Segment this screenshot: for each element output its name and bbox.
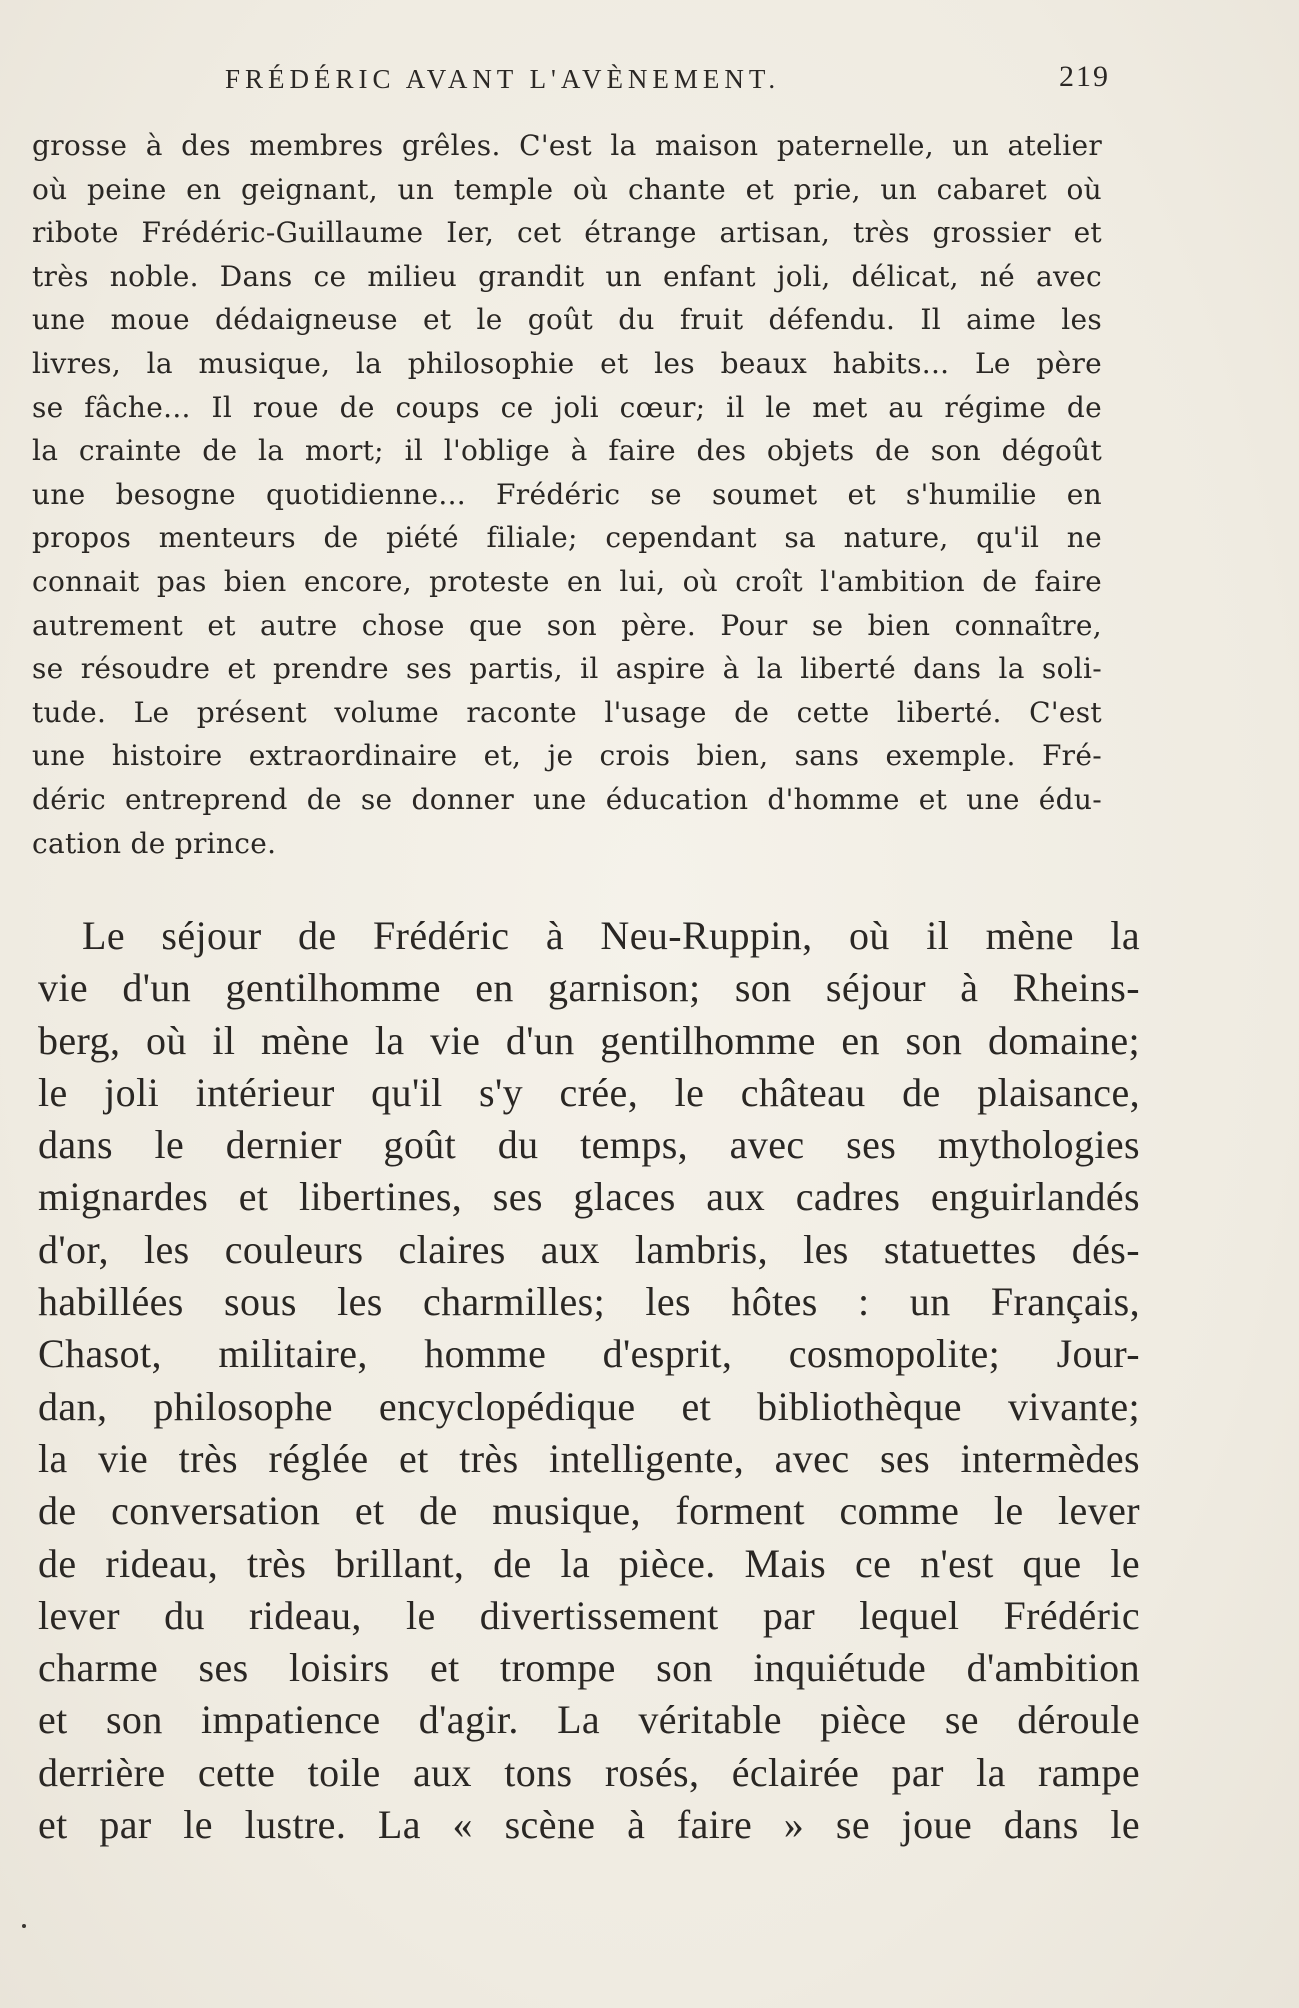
- body-line: et son impatience d'agir. La véritable pièce se déroule: [38, 1697, 1140, 1743]
- body-line: la vie très réglée et très intelligente, avec ses intermèdes: [38, 1435, 1140, 1481]
- ink-speck: [22, 1924, 26, 1928]
- summary-line: une besogne quotidienne... Frédéric se soumet et s'humilie en: [32, 477, 1102, 511]
- page-number: 219: [1059, 60, 1110, 93]
- body-line: et par le lustre. La « scène à faire » se joue dans le: [38, 1802, 1140, 1848]
- summary-line: ribote Frédéric-Guillaume Ier, cet étrange artisan, très grossier et: [32, 216, 1102, 250]
- summary-line: déric entreprend de se donner une éducation d'homme et une édu-: [32, 782, 1102, 816]
- summary-line: grosse à des membres grêles. C'est la maison paternelle, un atelier: [32, 129, 1102, 162]
- body-line: mignardes et libertines, ses glaces aux cadres enguirlandés: [38, 1174, 1140, 1220]
- body-line: vie d'un gentilhomme en garnison; son séjour à Rheins-: [38, 965, 1140, 1011]
- running-title: FRÉDÉRIC AVANT L'AVÈNEMENT.: [225, 64, 781, 94]
- summary-line: la crainte de la mort; il l'oblige à faire des objets de son dégoût: [32, 434, 1102, 468]
- summary-line: se résoudre et prendre ses partis, il aspire à la liberté dans la soli-: [32, 652, 1102, 686]
- body-line: dan, philosophe encyclopédique et bibliothèque vivante;: [38, 1383, 1140, 1429]
- body-line: d'or, les couleurs claires aux lambris, les statuettes dés-: [38, 1226, 1140, 1272]
- body-line: le joli intérieur qu'il s'y crée, le château de plaisance,: [38, 1069, 1140, 1115]
- body-line: lever du rideau, le divertissement par lequel Frédéric: [38, 1592, 1140, 1638]
- running-head: [30, 60, 1110, 104]
- body-line: de rideau, très brillant, de la pièce. Mais ce n'est que le: [38, 1540, 1140, 1586]
- summary-line: se fâche... Il roue de coups ce joli cœur; il le met au régime de: [32, 390, 1102, 424]
- body-line: habillées sous les charmilles; les hôtes : un Français,: [38, 1279, 1140, 1325]
- body-line: charme ses loisirs et trompe son inquiétude d'ambition: [38, 1645, 1140, 1691]
- body-line: Le séjour de Frédéric à Neu-Ruppin, où il mène la: [82, 913, 1140, 958]
- summary-line: cation de prince.: [32, 826, 277, 860]
- summary-line: une moue dédaigneuse et le goût du fruit défendu. Il aime les: [32, 303, 1102, 337]
- main-paragraph: [38, 910, 1140, 1851]
- body-line: dans le dernier goût du temps, avec ses mythologies: [38, 1122, 1140, 1168]
- summary-line: très noble. Dans ce milieu grandit un enfant joli, délicat, né avec: [32, 259, 1102, 293]
- body-line: derrière cette toile aux tons rosés, éclairée par la rampe: [38, 1749, 1140, 1795]
- summary-line: connait pas bien encore, proteste en lui, où croît l'ambition de faire: [32, 564, 1102, 598]
- summary-line: livres, la musique, la philosophie et les beaux habits... Le père: [32, 346, 1102, 380]
- summary-line: tude. Le présent volume raconte l'usage de cette liberté. C'est: [32, 695, 1102, 729]
- summary-line: propos menteurs de piété filiale; cependant sa nature, qu'il ne: [32, 521, 1102, 555]
- body-line: berg, où il mène la vie d'un gentilhomme en son domaine;: [38, 1017, 1140, 1063]
- summary-line: où peine en geignant, un temple où chante et prie, un cabaret où: [32, 172, 1102, 206]
- body-line: Chasot, militaire, homme d'esprit, cosmopolite; Jour-: [38, 1331, 1140, 1377]
- body-line: de conversation et de musique, forment comme le lever: [38, 1488, 1140, 1534]
- summary-paragraph: [32, 124, 1102, 865]
- summary-line: autrement et autre chose que son père. Pour se bien connaître,: [32, 608, 1102, 642]
- summary-line: une histoire extraordinaire et, je crois bien, sans exemple. Fré-: [32, 739, 1102, 773]
